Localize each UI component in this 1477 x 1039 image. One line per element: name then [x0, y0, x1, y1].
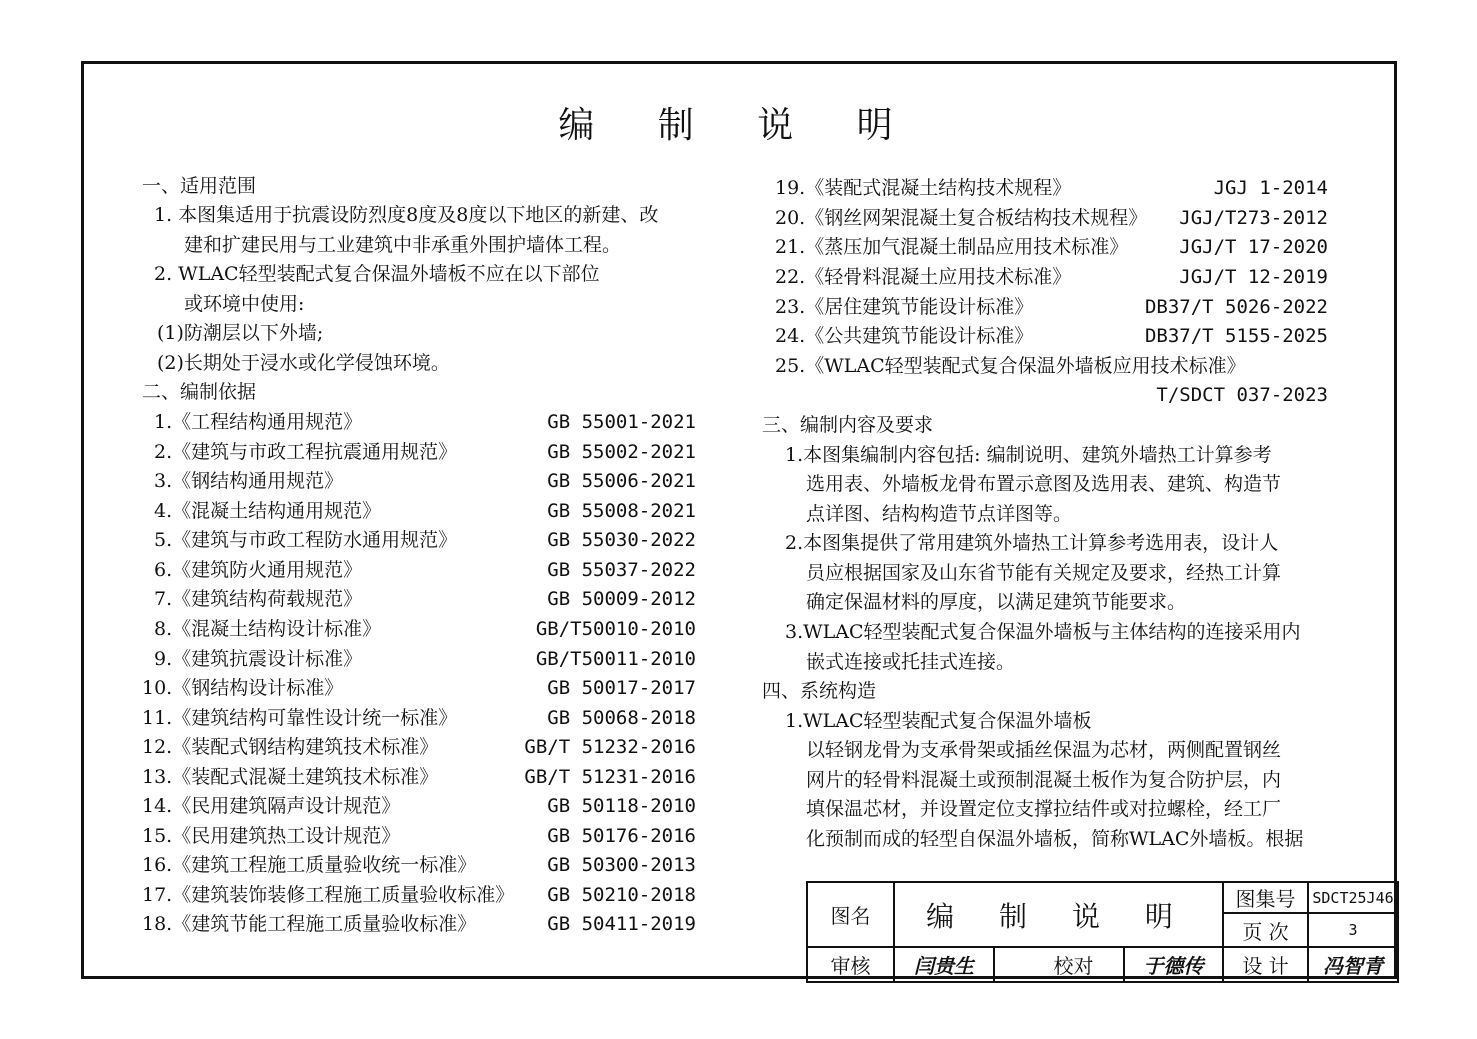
ref-name: 19.《装配式混凝土结构技术规程》 — [775, 177, 1072, 199]
check-signature: 于德传 — [1124, 947, 1223, 982]
ref-code: GB/T50011-2010 — [535, 648, 696, 670]
ref-code: GB 55001-2021 — [547, 411, 696, 433]
title-block — [806, 881, 1399, 983]
ref-code: DB37/T 5026-2022 — [1144, 296, 1328, 318]
section-2-heading: 二、编制依据 — [142, 381, 257, 403]
ref-code: GB 55037-2022 — [547, 559, 696, 581]
ref-code: GB 55030-2022 — [547, 529, 696, 551]
section-1-item-2-line-2: 或环境中使用: — [184, 293, 305, 315]
section-3-item-3-line-2: 嵌式连接或托挂式连接。 — [806, 651, 1016, 673]
drawing-name: 编 制 说 明 — [894, 882, 1223, 947]
ref-name: 17.《建筑装饰装修工程施工质量验收标准》 — [142, 884, 515, 906]
ref-code: JGJ/T 12-2019 — [1179, 266, 1328, 288]
page-label: 页 次 — [1223, 913, 1308, 947]
ref-code: GB 50118-2010 — [547, 795, 696, 817]
atlas-no: SDCT25J46 — [1308, 882, 1398, 913]
ref-name: 6.《建筑防火通用规范》 — [154, 559, 363, 581]
ref-code: GB 55008-2021 — [547, 500, 696, 522]
ref-name: 7.《建筑结构荷载规范》 — [154, 588, 363, 610]
ref-name: 12.《装配式钢结构建筑技术标准》 — [142, 736, 439, 758]
section-4-para-line-1: 以轻钢龙骨为支承骨架或插丝保温为芯材，两侧配置钢丝 — [806, 739, 1282, 761]
ref-name: 11.《建筑结构可靠性设计统一标准》 — [142, 707, 458, 729]
section-4-heading: 四、系统构造 — [762, 680, 877, 702]
ref-code: JGJ/T 17-2020 — [1179, 236, 1328, 258]
ref-name: 13.《装配式混凝土建筑技术标准》 — [142, 766, 439, 788]
ref-name: 18.《建筑节能工程施工质量验收标准》 — [142, 913, 477, 935]
check-label: 校对 — [1024, 947, 1124, 982]
section-4-para-line-2: 网片的轻骨料混凝土或预制混凝土板作为复合防护层，内 — [806, 769, 1282, 791]
review-label: 审核 — [807, 947, 894, 982]
ref-code: GB 55006-2021 — [547, 470, 696, 492]
section-1-point-2: (2)长期处于浸水或化学侵蚀环境。 — [157, 352, 450, 374]
ref-name: 22.《轻骨料混凝土应用技术标准》 — [775, 266, 1072, 288]
ref-code: JGJ 1-2014 — [1213, 177, 1328, 199]
ref-name: 2.《建筑与市政工程抗震通用规范》 — [154, 441, 458, 463]
section-1-heading: 一、适用范围 — [142, 175, 257, 197]
ref-name: 1.《工程结构通用规范》 — [154, 411, 363, 433]
section-3-item-3-line-1: 3.WLAC轻型装配式复合保温外墙板与主体结构的连接采用内 — [785, 621, 1301, 643]
ref-code: GB 50017-2017 — [547, 677, 696, 699]
page-title: 编 制 说 明 — [558, 105, 919, 146]
ref-25-name: 25.《WLAC轻型装配式复合保温外墙板应用技术标准》 — [775, 355, 1246, 377]
ref-code: GB/T50010-2010 — [535, 618, 696, 640]
ref-code: DB37/T 5155-2025 — [1144, 325, 1328, 347]
ref-code: GB 50411-2019 — [547, 913, 696, 935]
design-label: 设 计 — [1223, 947, 1308, 982]
ref-name: 4.《混凝土结构通用规范》 — [154, 500, 382, 522]
ref-code: GB 50300-2013 — [547, 854, 696, 876]
review-signature: 闫贵生 — [894, 947, 994, 982]
section-4-para-line-3: 填保温芯材，并设置定位支撑拉结件或对拉螺栓，经工厂 — [806, 798, 1282, 820]
ref-code: GB 55002-2021 — [547, 441, 696, 463]
ref-name: 3.《钢结构通用规范》 — [154, 470, 344, 492]
section-3-item-1-line-2: 选用表、外墙板龙骨布置示意图及选用表、建筑、构造节 — [806, 473, 1282, 495]
section-1-point-1: (1)防潮层以下外墙; — [157, 322, 324, 344]
atlas-no-label: 图集号 — [1223, 882, 1308, 913]
ref-code: GB 50176-2016 — [547, 825, 696, 847]
ref-name: 15.《民用建筑热工设计规范》 — [142, 825, 401, 847]
ref-name: 5.《建筑与市政工程防水通用规范》 — [154, 529, 458, 551]
ref-name: 20.《钢丝网架混凝土复合板结构技术规程》 — [775, 207, 1148, 229]
section-3-item-2-line-3: 确定保温材料的厚度，以满足建筑节能要求。 — [806, 591, 1187, 613]
ref-name: 21.《蒸压加气混凝土制品应用技术标准》 — [775, 236, 1129, 258]
ref-25-code: T/SDCT 037-2023 — [1156, 384, 1328, 406]
section-3-item-2-line-2: 员应根据国家及山东省节能有关规定及要求，经热工计算 — [806, 562, 1282, 584]
section-3-heading: 三、编制内容及要求 — [762, 414, 934, 436]
ref-name: 8.《混凝土结构设计标准》 — [154, 618, 382, 640]
ref-code: GB 50009-2012 — [547, 588, 696, 610]
ref-name: 24.《公共建筑节能设计标准》 — [775, 325, 1034, 347]
ref-code: GB/T 51232-2016 — [524, 736, 696, 758]
section-3-item-1-line-3: 点详图、结构构造节点详图等。 — [806, 503, 1073, 525]
ref-name: 23.《居住建筑节能设计标准》 — [775, 296, 1034, 318]
section-1-item-1-line-1: 1. 本图集适用于抗震设防烈度8度及8度以下地区的新建、改 — [154, 204, 659, 226]
page-number: 3 — [1308, 913, 1398, 947]
ref-code: GB 50068-2018 — [547, 707, 696, 729]
section-4-item-1: 1.WLAC轻型装配式复合保温外墙板 — [785, 710, 1092, 732]
ref-code: GB 50210-2018 — [547, 884, 696, 906]
section-1-item-1-line-2: 建和扩建民用与工业建筑中非承重外围护墙体工程。 — [184, 234, 622, 256]
section-1-item-2-line-1: 2. WLAC轻型装配式复合保温外墙板不应在以下部位 — [154, 263, 600, 285]
ref-code: JGJ/T273-2012 — [1179, 207, 1328, 229]
drawing-name-label: 图名 — [807, 882, 894, 947]
ref-name: 10.《钢结构设计标准》 — [142, 677, 344, 699]
ref-name: 9.《建筑抗震设计标准》 — [154, 648, 363, 670]
ref-code: GB/T 51231-2016 — [524, 766, 696, 788]
ref-name: 14.《民用建筑隔声设计规范》 — [142, 795, 401, 817]
section-3-item-1-line-1: 1.本图集编制内容包括: 编制说明、建筑外墙热工计算参考 — [785, 444, 1272, 466]
section-3-item-2-line-1: 2.本图集提供了常用建筑外墙热工计算参考选用表，设计人 — [785, 532, 1279, 554]
section-4-para-line-4: 化预制而成的轻型自保温外墙板，简称WLAC外墙板。根据 — [806, 828, 1304, 850]
ref-name: 16.《建筑工程施工质量验收统一标准》 — [142, 854, 477, 876]
design-signature: 冯智青 — [1308, 947, 1398, 982]
